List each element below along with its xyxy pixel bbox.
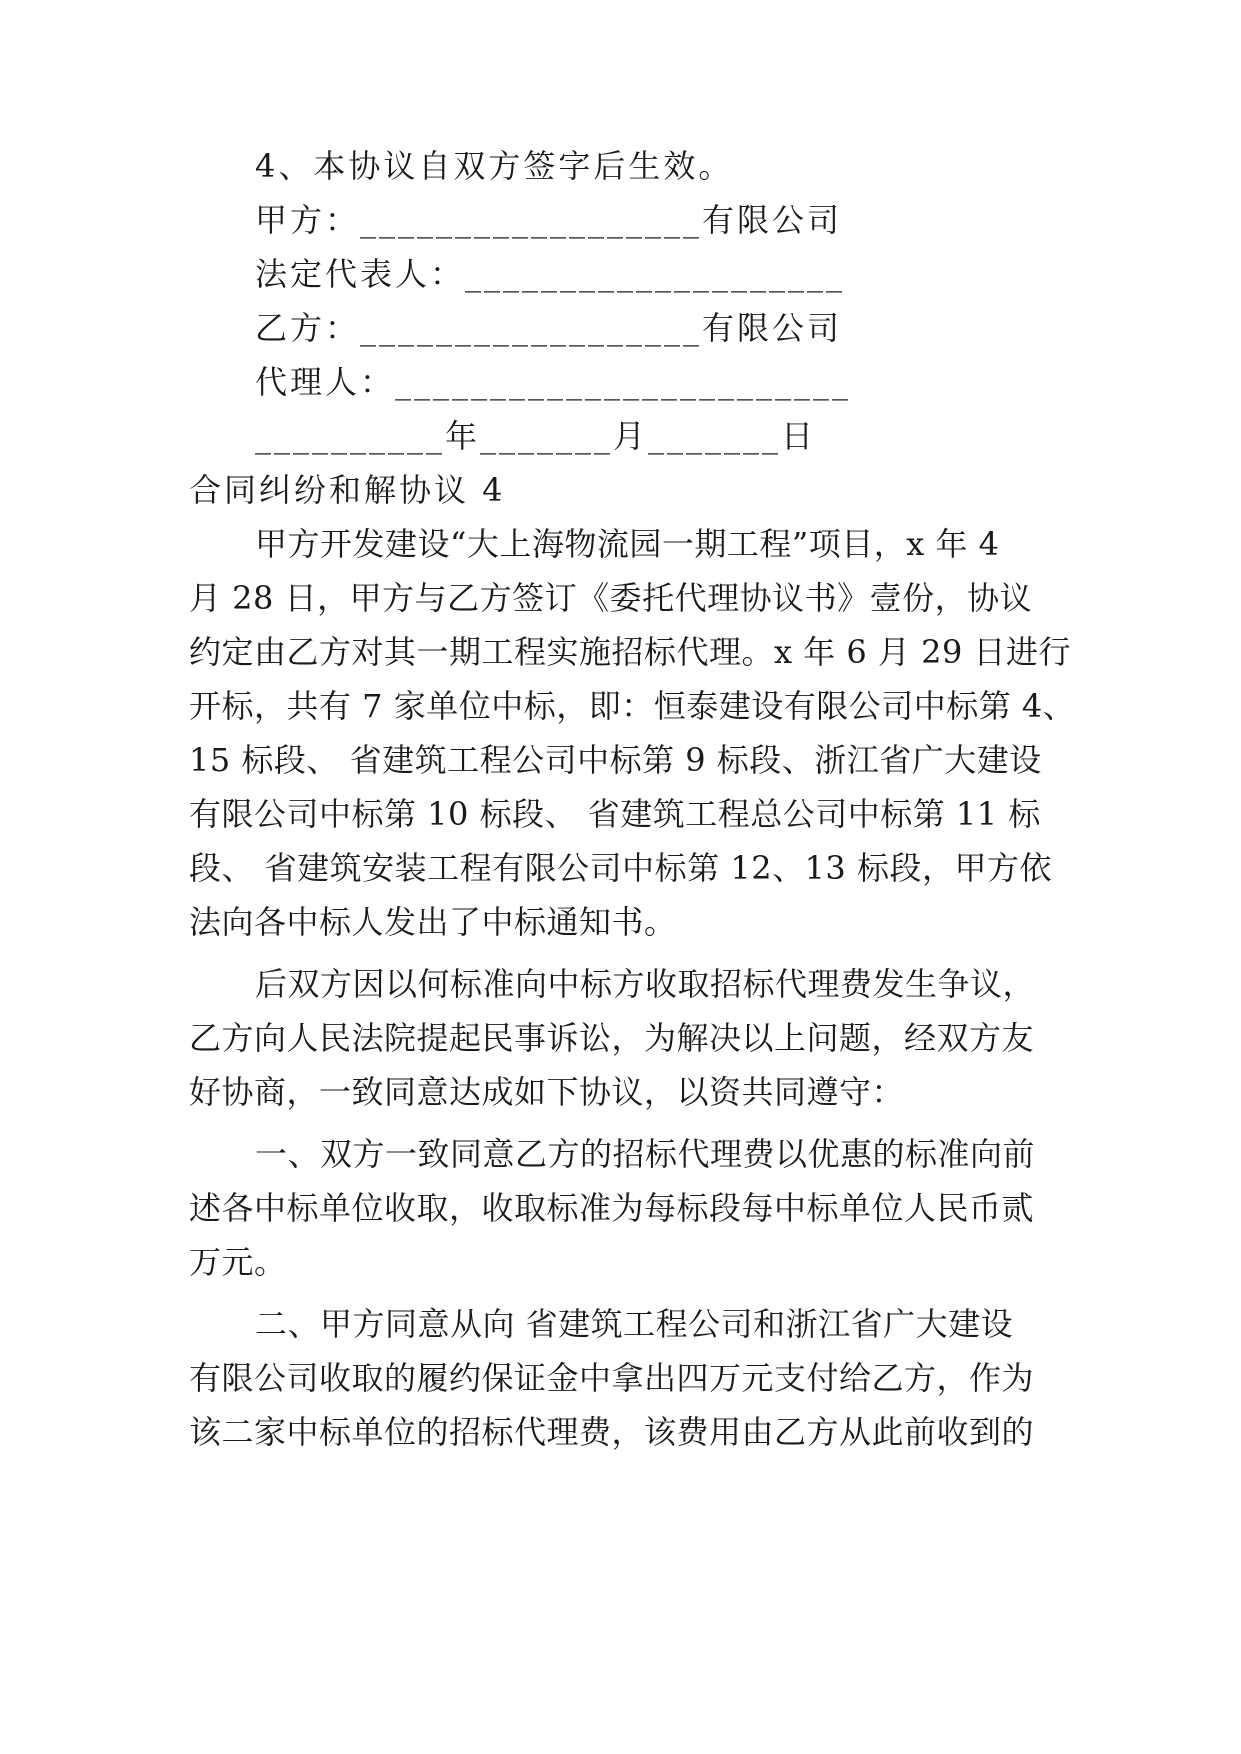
paragraph-line: 法向各中标人发出了中标通知书。 [189,903,677,941]
date-line: __________年_______月_______日 [255,417,817,455]
paragraph-line: 二、甲方同意从向 省建筑工程公司和浙江省广大建设 [255,1305,1014,1343]
paragraph-line: 后双方因以何标准向中标方收取招标代理费发生争议， [255,965,1036,1003]
section-title: 合同纠纷和解协议 4 [189,471,506,509]
paragraph-line: 甲方开发建设“大上海物流园一期工程”项目，x 年 4 [255,525,1000,563]
paragraph-line: 述各中标单位收取，收取标准为每标段每中标单位人民币贰 [189,1189,1035,1227]
paragraph-line: 好协商，一致同意达成如下协议，以资共同遵守： [189,1073,905,1111]
paragraph-line: 该二家中标单位的招标代理费，该费用由乙方从此前收到的 [189,1413,1035,1451]
paragraph-line: 月 28 日，甲方与乙方签订《委托代理协议书》壹份，协议 [189,579,1033,617]
paragraph-line: 一、双方一致同意乙方的招标代理费以优惠的标准向前 [255,1135,1036,1173]
paragraph-line: 乙方向人民法院提起民事诉讼，为解决以上问题，经双方友 [189,1019,1035,1057]
agent-signature-line: 代理人：________________________ [255,363,852,401]
closing-clause: 4、本协议自双方签字后生效。 [255,147,734,185]
paragraph-line: 有限公司收取的履约保证金中拿出四万元支付给乙方，作为 [189,1359,1035,1397]
party-b-signature-line: 乙方：__________________有限公司 [255,309,843,347]
legal-representative-line: 法定代表人：____________________ [255,255,846,293]
paragraph-line: 万元。 [189,1243,287,1281]
paragraph-line: 开标，共有 7 家单位中标，即：恒泰建设有限公司中标第 4、 [189,687,1076,725]
paragraph-line: 有限公司中标第 10 标段、 省建筑工程总公司中标第 11 标 [189,795,1041,833]
party-a-signature-line: 甲方：__________________有限公司 [255,201,843,239]
paragraph-line: 约定由乙方对其一期工程实施招标代理。x 年 6 月 29 日进行 [189,633,1071,671]
paragraph-line: 段、 省建筑安装工程有限公司中标第 12、13 标段，甲方依 [189,849,1052,887]
paragraph-line: 15 标段、 省建筑工程公司中标第 9 标段、浙江省广大建设 [189,741,1042,779]
